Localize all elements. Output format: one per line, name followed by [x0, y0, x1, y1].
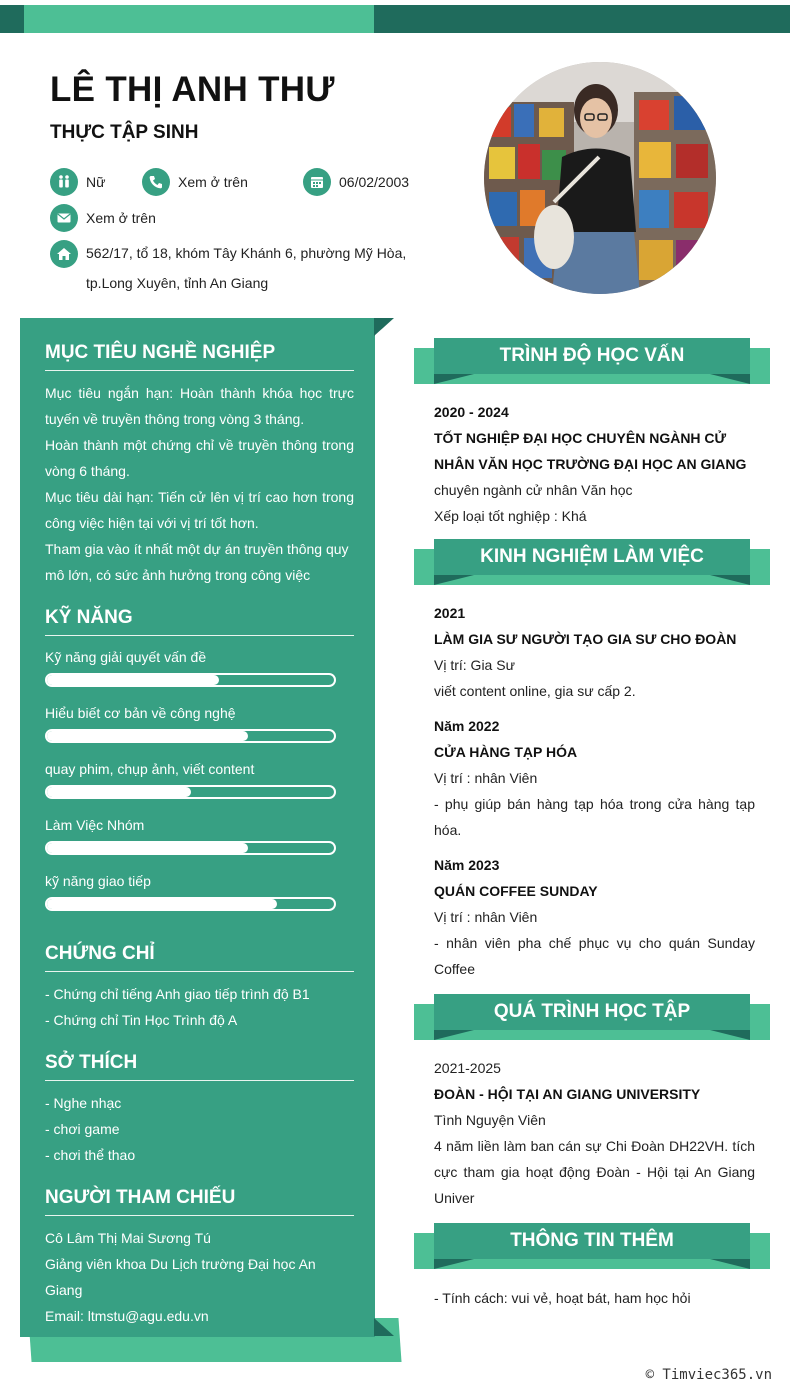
left-panel-fold	[374, 318, 394, 336]
objective-text	[45, 380, 354, 588]
email-value: Xem ở trên	[86, 210, 156, 226]
footer-copyright: © Timviec365.vn	[645, 1367, 772, 1383]
skill-label: Kỹ năng giải quyết vấn đề	[45, 649, 207, 665]
activities-desc: 4 năm liền làm ban cán sự Chi Đoàn DH22VH. tích cực tham gia hoạt động Đoàn - Hội tại An Giang Univer	[434, 1138, 755, 1206]
left-panel-fold-bottom	[374, 1318, 394, 1336]
hobby-item: - chơi thể thao	[45, 1147, 136, 1163]
candidate-name: LÊ THỊ ANH THƯ	[50, 70, 335, 109]
experience-entry	[434, 852, 755, 982]
reference-email: Email: ltmstu@agu.edu.vn	[45, 1308, 209, 1324]
education-title: TRÌNH ĐỘ HỌC VẤN	[434, 338, 750, 374]
objective-divider	[45, 370, 354, 371]
activities-heading: ĐOÀN - HỘI TẠI AN GIANG UNIVERSITY	[434, 1086, 701, 1102]
activities-banner	[414, 994, 770, 1040]
skill-bar	[45, 729, 336, 743]
skills-title: KỸ NĂNG	[45, 607, 133, 628]
reference-name: Cô Lâm Thị Mai Sương Tú	[45, 1230, 211, 1246]
education-banner	[414, 338, 770, 384]
activities-title: QUÁ TRÌNH HỌC TẬP	[434, 994, 750, 1030]
experience-position: Vị trí: Gia Sư	[434, 657, 515, 673]
home-icon	[50, 240, 78, 268]
activities-period: 2021-2025	[434, 1060, 501, 1076]
skill-label: quay phim, chụp ảnh, viết content	[45, 761, 255, 777]
extra-info: - Tính cách: vui vẻ, hoạt bát, ham học hỏi	[434, 1290, 691, 1306]
top-bar-accent	[24, 5, 374, 33]
skill-label: Hiểu biết cơ bản về công nghệ	[45, 705, 236, 721]
certificates-title: CHỨNG CHỈ	[45, 943, 155, 964]
certificates-divider	[45, 971, 354, 972]
activities-position: Tình Nguyện Viên	[434, 1112, 546, 1128]
hobby-item: - Nghe nhạc	[45, 1095, 122, 1111]
activities-entry	[434, 1055, 755, 1211]
experience-title: KINH NGHIỆM LÀM VIỆC	[434, 539, 750, 575]
phone-info	[142, 168, 248, 196]
experience-desc: viết content online, gia sư cấp 2.	[434, 683, 636, 699]
gender-value: Nữ	[86, 174, 106, 190]
extra-banner	[414, 1223, 770, 1269]
reference-position: Giảng viên khoa Du Lịch trường Đại học An Giang	[45, 1256, 316, 1298]
references-text	[45, 1225, 354, 1329]
experience-period: 2021	[434, 605, 466, 621]
calendar-icon	[303, 168, 331, 196]
objective-title: MỤC TIÊU NGHỀ NGHIỆP	[45, 342, 276, 363]
hobbies-title: SỞ THÍCH	[45, 1052, 138, 1073]
experience-period: Năm 2023	[434, 857, 500, 873]
experience-period: Năm 2022	[434, 718, 500, 734]
experience-heading: QUÁN COFFEE SUNDAY	[434, 883, 598, 899]
profile-photo	[484, 62, 716, 294]
candidate-role: THỰC TẬP SINH	[50, 122, 199, 143]
skill-bar	[45, 673, 336, 687]
skills-divider	[45, 635, 354, 636]
education-major: chuyên ngành cử nhân Văn học	[434, 482, 633, 498]
skill-bar	[45, 785, 336, 799]
birthday-info	[303, 168, 409, 196]
hobbies-list	[45, 1090, 354, 1168]
skill-bar-fill	[47, 787, 191, 797]
skill-bar	[45, 841, 336, 855]
references-title: NGƯỜI THAM CHIẾU	[45, 1187, 236, 1208]
skill-bar-fill	[47, 843, 248, 853]
skill-label: kỹ năng giao tiếp	[45, 873, 151, 889]
experience-position: Vị trí : nhân Viên	[434, 770, 538, 786]
skill-label: Làm Việc Nhóm	[45, 817, 145, 833]
objective-line: Hoàn thành một chứng chỉ về truyền thông trong vòng 6 tháng.	[45, 437, 354, 479]
mail-icon	[50, 204, 78, 232]
hobby-item: - chơi game	[45, 1121, 120, 1137]
address-line-2: tp.Long Xuyên, tỉnh An Giang	[86, 275, 269, 291]
experience-heading: CỬA HÀNG TẠP HÓA	[434, 744, 578, 760]
email-info	[50, 204, 156, 232]
certificates-list	[45, 981, 354, 1033]
experience-banner	[414, 539, 770, 585]
address-line-1: 562/17, tổ 18, khóm Tây Khánh 6, phường Mỹ Hòa,	[86, 245, 407, 261]
skill-bar-fill	[47, 899, 277, 909]
phone-icon	[142, 168, 170, 196]
phone-value: Xem ở trên	[178, 174, 248, 190]
extra-title: THÔNG TIN THÊM	[434, 1223, 750, 1259]
experience-entry	[434, 600, 755, 704]
education-grade: Xếp loại tốt nghiệp : Khá	[434, 508, 587, 524]
address-info	[50, 240, 86, 268]
education-heading: TỐT NGHIỆP ĐẠI HỌC CHUYÊN NGÀNH CỬ NHÂN VĂN HỌC TRƯỜNG ĐẠI HỌC AN GIANG	[434, 430, 747, 472]
skill-bar-fill	[47, 675, 219, 685]
objective-line: Tham gia vào ít nhất một dự án truyền thông quy mô lớn, có sức ảnh hưởng trong công việc	[45, 541, 349, 583]
education-period: 2020 - 2024	[434, 404, 509, 420]
objective-line: Mục tiêu dài hạn: Tiến cử lên vị trí cao hơn trong công việc hiện tại với vị trí tốt hơn.	[45, 489, 354, 531]
hobbies-divider	[45, 1080, 354, 1081]
references-divider	[45, 1215, 354, 1216]
gender-icon	[50, 168, 78, 196]
experience-desc: - phụ giúp bán hàng tạp hóa trong cửa hàng tạp hóa.	[434, 796, 755, 838]
experience-heading: LÀM GIA SƯ NGƯỜI TẠO GIA SƯ CHO ĐOÀN	[434, 631, 737, 647]
experience-desc: - nhân viên pha chế phục vụ cho quán Sunday Coffee	[434, 935, 755, 977]
experience-position: Vị trí : nhân Viên	[434, 909, 538, 925]
gender-info	[50, 168, 105, 196]
skill-bar-fill	[47, 731, 248, 741]
certificate-item: - Chứng chỉ tiếng Anh giao tiếp trình độ B1	[45, 986, 310, 1002]
objective-line: Mục tiêu ngắn hạn: Hoàn thành khóa học trực tuyến về truyền thông trong vòng 3 tháng.	[45, 385, 354, 427]
experience-entry	[434, 713, 755, 843]
birthday-value: 06/02/2003	[339, 174, 410, 190]
certificate-item: - Chứng chỉ Tin Học Trình độ A	[45, 1012, 238, 1028]
education-entry	[434, 399, 755, 529]
skill-bar	[45, 897, 336, 911]
